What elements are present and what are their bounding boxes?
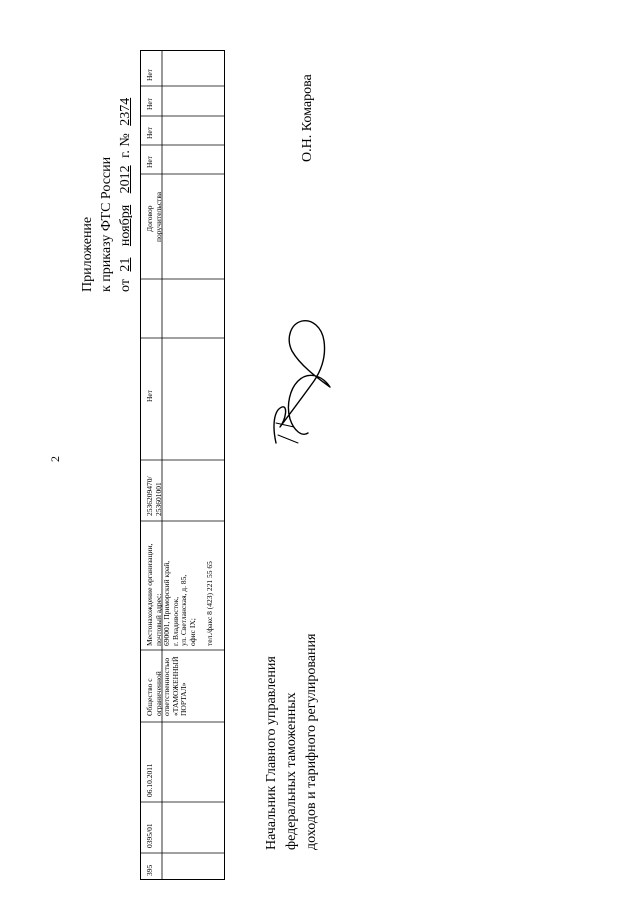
handwritten-signature xyxy=(268,315,338,455)
address-line: г. Владивосток, xyxy=(170,596,180,646)
cell-col-d: Нет xyxy=(145,68,154,81)
position-line: доходов и тарифного регулирования xyxy=(304,633,319,850)
number-sign: № xyxy=(118,133,133,147)
org-name-line: «ТАМОЖЕННЫЙ xyxy=(170,656,180,716)
address-line: 690001, Приморский край, xyxy=(162,560,171,646)
date-prefix: от xyxy=(118,279,133,292)
date-month: ноября xyxy=(118,204,133,247)
table-grid xyxy=(140,50,225,880)
appendix-date-line xyxy=(116,94,135,292)
org-name-line: ПОРТАЛ» xyxy=(179,682,188,716)
cell-branches: Нет xyxy=(145,389,154,402)
contract-line: Договор xyxy=(145,205,154,232)
address-line: тел./факс 8 (423) 221 55 65 xyxy=(204,561,214,646)
page-number: 2 xyxy=(48,456,62,462)
position-line: Начальник Главного управления xyxy=(264,656,279,850)
appendix-order-ref: к приказу ФТС России xyxy=(99,156,114,292)
date-day: 21 xyxy=(118,257,133,272)
cell-date: 06.10.2011 xyxy=(145,763,154,797)
org-name-line: Общество с xyxy=(145,678,154,716)
address-line: Местонахождение организации, xyxy=(145,543,154,646)
order-number: 2374 xyxy=(118,97,133,126)
appendix-header xyxy=(78,94,135,292)
registry-table xyxy=(140,50,225,880)
date-year: 2012 xyxy=(118,165,133,194)
signer-name: О.Н. Комарова xyxy=(300,74,315,162)
address-line: почтовый адрес: xyxy=(153,593,163,646)
date-year-suffix: г. xyxy=(118,150,133,158)
cell-col-a: Нет xyxy=(145,155,154,168)
cell-contract xyxy=(146,192,163,242)
contract-line: поручительства xyxy=(153,191,163,242)
address-line: офис IX; xyxy=(187,618,197,646)
org-name-line: ответственностью xyxy=(162,657,171,716)
cell-col-b: Нет xyxy=(145,126,154,139)
cell-org-name xyxy=(146,657,189,716)
inn-line: 2536209470/ xyxy=(145,476,154,516)
address-line: ул. Светланская, д. 85, xyxy=(179,574,188,646)
appendix-title: Приложение xyxy=(80,216,95,292)
cell-reg-number: 0395/01 xyxy=(145,823,154,848)
cell-inn-kpp xyxy=(146,476,163,516)
position-line: федеральных таможенных xyxy=(284,692,299,850)
cell-row-number: 395 xyxy=(145,864,154,876)
cell-address xyxy=(146,544,214,646)
kpp-line: 253601001 xyxy=(153,482,163,516)
signature-position xyxy=(262,634,322,850)
org-name-line: ограниченной xyxy=(153,671,163,716)
cell-col-c: Нет xyxy=(145,97,154,110)
